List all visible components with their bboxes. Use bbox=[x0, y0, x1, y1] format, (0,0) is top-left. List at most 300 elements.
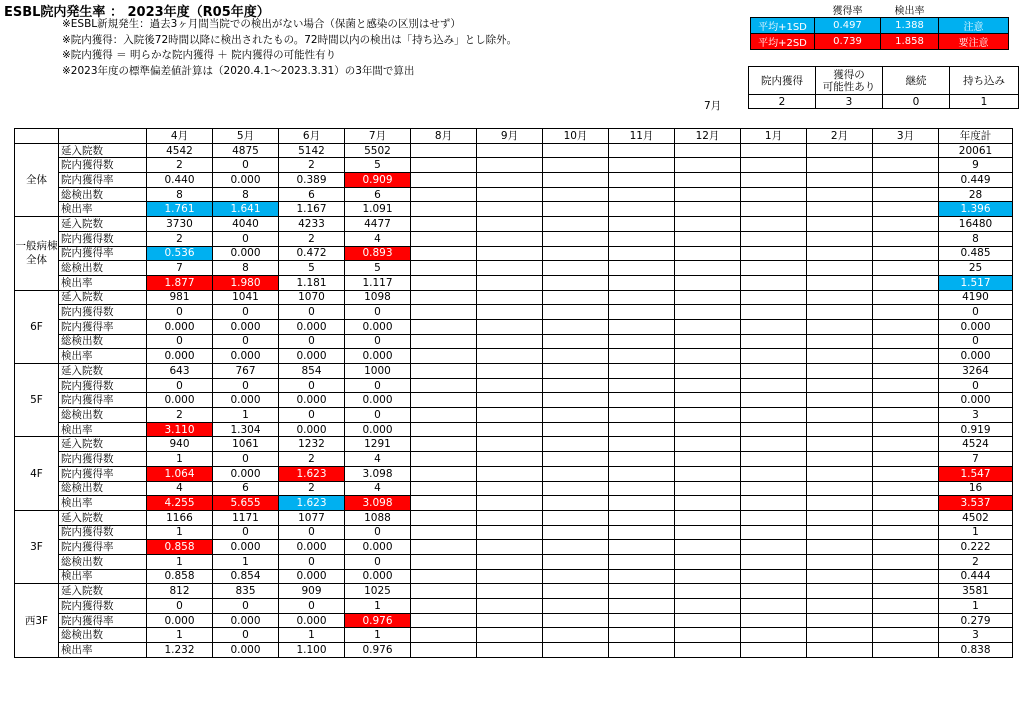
data-cell bbox=[807, 525, 873, 540]
data-cell: 4 bbox=[345, 481, 411, 496]
data-cell bbox=[741, 143, 807, 158]
data-cell bbox=[477, 496, 543, 511]
data-cell bbox=[675, 422, 741, 437]
total-cell: 1.396 bbox=[939, 202, 1013, 217]
data-cell bbox=[543, 496, 609, 511]
data-cell: 3.098 bbox=[345, 496, 411, 511]
data-cell: 0.000 bbox=[279, 569, 345, 584]
data-cell: 5 bbox=[279, 261, 345, 276]
data-cell: 0.000 bbox=[279, 319, 345, 334]
table-row bbox=[15, 393, 1013, 408]
data-cell: 1 bbox=[213, 554, 279, 569]
legend-label: 平均+2SD bbox=[751, 34, 815, 50]
data-cell: 0.000 bbox=[147, 393, 213, 408]
data-cell: 4 bbox=[345, 231, 411, 246]
data-cell bbox=[873, 584, 939, 599]
total-cell: 4524 bbox=[939, 437, 1013, 452]
data-cell bbox=[411, 452, 477, 467]
data-cell: 0 bbox=[213, 231, 279, 246]
data-cell bbox=[411, 173, 477, 188]
data-cell bbox=[741, 584, 807, 599]
data-cell: 8 bbox=[147, 187, 213, 202]
data-cell bbox=[807, 261, 873, 276]
data-cell bbox=[543, 158, 609, 173]
data-cell bbox=[807, 143, 873, 158]
data-cell: 0.909 bbox=[345, 173, 411, 188]
table-row bbox=[15, 158, 1013, 173]
group-label: 一般病棟全体 bbox=[15, 217, 59, 290]
row-label: 検出率 bbox=[59, 349, 147, 364]
data-cell bbox=[675, 643, 741, 658]
data-cell bbox=[477, 217, 543, 232]
data-cell bbox=[873, 217, 939, 232]
legend-acq-value: 0.739 bbox=[815, 34, 881, 50]
data-cell bbox=[741, 173, 807, 188]
data-cell: 1 bbox=[345, 628, 411, 643]
data-cell bbox=[741, 452, 807, 467]
data-cell bbox=[609, 275, 675, 290]
table-row bbox=[15, 202, 1013, 217]
total-cell: 3 bbox=[939, 628, 1013, 643]
data-cell bbox=[543, 452, 609, 467]
data-cell: 1.064 bbox=[147, 466, 213, 481]
data-cell bbox=[543, 554, 609, 569]
data-cell bbox=[741, 275, 807, 290]
data-cell bbox=[411, 378, 477, 393]
data-cell: 1.167 bbox=[279, 202, 345, 217]
data-cell bbox=[477, 613, 543, 628]
legend-acq-value: 0.497 bbox=[815, 18, 881, 34]
data-cell: 0 bbox=[213, 525, 279, 540]
data-cell: 0 bbox=[213, 599, 279, 614]
data-cell bbox=[543, 261, 609, 276]
row-label: 院内獲得率 bbox=[59, 173, 147, 188]
total-cell: 0 bbox=[939, 305, 1013, 320]
legend-header-acq: 獲得率 bbox=[832, 6, 863, 17]
data-cell: 0 bbox=[279, 554, 345, 569]
data-cell: 0 bbox=[345, 554, 411, 569]
legend-row-2sd bbox=[751, 34, 1009, 50]
data-cell bbox=[609, 378, 675, 393]
table-row bbox=[15, 246, 1013, 261]
header-corner bbox=[15, 129, 59, 144]
table-row bbox=[15, 187, 1013, 202]
data-cell bbox=[741, 510, 807, 525]
data-cell bbox=[873, 525, 939, 540]
data-cell bbox=[477, 231, 543, 246]
row-label: 総検出数 bbox=[59, 187, 147, 202]
data-cell bbox=[411, 143, 477, 158]
table-row bbox=[15, 422, 1013, 437]
data-cell bbox=[873, 290, 939, 305]
summary-value: 0 bbox=[883, 95, 950, 109]
data-cell: 5502 bbox=[345, 143, 411, 158]
legend-corner bbox=[939, 2, 1009, 18]
data-cell bbox=[807, 422, 873, 437]
table-row bbox=[15, 466, 1013, 481]
data-cell bbox=[477, 173, 543, 188]
data-cell bbox=[807, 540, 873, 555]
data-cell bbox=[741, 437, 807, 452]
data-cell bbox=[543, 481, 609, 496]
data-cell bbox=[411, 334, 477, 349]
data-cell bbox=[543, 540, 609, 555]
row-label: 院内獲得数 bbox=[59, 378, 147, 393]
data-cell: 7 bbox=[147, 261, 213, 276]
data-cell bbox=[411, 540, 477, 555]
header-corner bbox=[59, 129, 147, 144]
data-cell bbox=[477, 525, 543, 540]
total-cell: 0.838 bbox=[939, 643, 1013, 658]
total-cell: 16 bbox=[939, 481, 1013, 496]
data-cell: 2 bbox=[279, 158, 345, 173]
data-cell bbox=[477, 540, 543, 555]
data-cell bbox=[807, 290, 873, 305]
data-cell bbox=[675, 364, 741, 379]
data-cell bbox=[543, 422, 609, 437]
data-cell bbox=[543, 364, 609, 379]
data-cell bbox=[675, 319, 741, 334]
rate-table bbox=[14, 128, 1013, 658]
data-cell bbox=[873, 246, 939, 261]
data-cell bbox=[543, 187, 609, 202]
data-cell bbox=[477, 187, 543, 202]
table-row bbox=[15, 349, 1013, 364]
data-cell: 0.000 bbox=[213, 349, 279, 364]
data-cell bbox=[675, 584, 741, 599]
data-cell bbox=[741, 334, 807, 349]
total-cell: 16480 bbox=[939, 217, 1013, 232]
row-label: 総検出数 bbox=[59, 261, 147, 276]
data-cell bbox=[411, 599, 477, 614]
data-cell: 0.854 bbox=[213, 569, 279, 584]
total-cell: 0.000 bbox=[939, 393, 1013, 408]
row-label: 院内獲得率 bbox=[59, 540, 147, 555]
data-cell bbox=[873, 554, 939, 569]
month-header: 12月 bbox=[675, 129, 741, 144]
data-cell: 1.117 bbox=[345, 275, 411, 290]
group-label: 6F bbox=[15, 290, 59, 363]
total-cell: 0.919 bbox=[939, 422, 1013, 437]
total-cell: 2 bbox=[939, 554, 1013, 569]
data-cell bbox=[807, 231, 873, 246]
data-cell bbox=[675, 554, 741, 569]
data-cell bbox=[411, 481, 477, 496]
table-row bbox=[15, 364, 1013, 379]
data-cell bbox=[477, 261, 543, 276]
data-cell: 4 bbox=[147, 481, 213, 496]
data-cell bbox=[675, 231, 741, 246]
data-cell bbox=[477, 349, 543, 364]
data-cell: 854 bbox=[279, 364, 345, 379]
data-cell: 767 bbox=[213, 364, 279, 379]
row-label: 院内獲得率 bbox=[59, 613, 147, 628]
month-header: 8月 bbox=[411, 129, 477, 144]
data-cell: 0.000 bbox=[213, 319, 279, 334]
data-cell bbox=[873, 143, 939, 158]
data-cell bbox=[675, 173, 741, 188]
month-header: 3月 bbox=[873, 129, 939, 144]
row-label: 検出率 bbox=[59, 496, 147, 511]
row-label: 院内獲得率 bbox=[59, 466, 147, 481]
data-cell bbox=[807, 496, 873, 511]
data-cell: 0.000 bbox=[279, 393, 345, 408]
total-header: 年度計 bbox=[939, 129, 1013, 144]
row-label: 院内獲得数 bbox=[59, 599, 147, 614]
data-cell: 0.000 bbox=[213, 540, 279, 555]
data-cell: 1171 bbox=[213, 510, 279, 525]
data-cell bbox=[807, 408, 873, 423]
data-cell bbox=[609, 217, 675, 232]
data-cell bbox=[543, 437, 609, 452]
data-cell bbox=[741, 290, 807, 305]
table-row bbox=[15, 510, 1013, 525]
total-cell: 0.279 bbox=[939, 613, 1013, 628]
data-cell: 0.000 bbox=[147, 613, 213, 628]
data-cell bbox=[675, 275, 741, 290]
table-row bbox=[15, 173, 1013, 188]
table-row bbox=[15, 378, 1013, 393]
data-cell bbox=[477, 481, 543, 496]
data-cell bbox=[675, 202, 741, 217]
data-cell bbox=[543, 143, 609, 158]
data-cell: 1 bbox=[147, 525, 213, 540]
data-cell bbox=[807, 378, 873, 393]
data-cell bbox=[543, 613, 609, 628]
data-cell: 0 bbox=[213, 378, 279, 393]
row-label: 検出率 bbox=[59, 643, 147, 658]
data-cell bbox=[411, 275, 477, 290]
data-cell bbox=[807, 202, 873, 217]
data-cell bbox=[675, 628, 741, 643]
data-cell: 1.877 bbox=[147, 275, 213, 290]
data-cell bbox=[477, 554, 543, 569]
table-row bbox=[15, 275, 1013, 290]
data-cell: 1.641 bbox=[213, 202, 279, 217]
data-cell: 0 bbox=[213, 334, 279, 349]
data-cell bbox=[807, 437, 873, 452]
table-row bbox=[15, 261, 1013, 276]
data-cell: 0.000 bbox=[213, 466, 279, 481]
data-cell bbox=[543, 202, 609, 217]
table-row bbox=[15, 305, 1013, 320]
data-cell: 4040 bbox=[213, 217, 279, 232]
data-cell bbox=[609, 452, 675, 467]
data-cell bbox=[543, 246, 609, 261]
data-cell: 1.623 bbox=[279, 496, 345, 511]
data-cell bbox=[675, 334, 741, 349]
data-cell: 0 bbox=[345, 408, 411, 423]
data-cell: 0.000 bbox=[213, 173, 279, 188]
data-cell: 0.858 bbox=[147, 569, 213, 584]
data-cell: 1.181 bbox=[279, 275, 345, 290]
data-cell bbox=[543, 510, 609, 525]
table-row bbox=[15, 334, 1013, 349]
page-title: ESBL院内発生率 ： 2023年度（R05年度） bbox=[4, 5, 270, 20]
data-cell: 1.623 bbox=[279, 466, 345, 481]
data-cell bbox=[609, 525, 675, 540]
row-label: 院内獲得率 bbox=[59, 246, 147, 261]
data-cell: 0.893 bbox=[345, 246, 411, 261]
data-cell: 1.304 bbox=[213, 422, 279, 437]
data-cell bbox=[609, 261, 675, 276]
data-cell: 1070 bbox=[279, 290, 345, 305]
total-cell: 0.000 bbox=[939, 349, 1013, 364]
data-cell: 1 bbox=[213, 408, 279, 423]
summary-header: 持ち込み bbox=[950, 67, 1019, 95]
data-cell bbox=[477, 319, 543, 334]
total-cell: 7 bbox=[939, 452, 1013, 467]
data-cell bbox=[543, 217, 609, 232]
data-cell bbox=[807, 466, 873, 481]
row-label: 検出率 bbox=[59, 275, 147, 290]
row-label: 院内獲得数 bbox=[59, 231, 147, 246]
data-cell: 0 bbox=[345, 525, 411, 540]
data-cell: 1 bbox=[345, 599, 411, 614]
data-cell bbox=[807, 349, 873, 364]
table-row bbox=[15, 613, 1013, 628]
data-cell bbox=[477, 143, 543, 158]
data-cell bbox=[411, 393, 477, 408]
data-cell bbox=[675, 496, 741, 511]
data-cell bbox=[411, 187, 477, 202]
data-cell: 2 bbox=[147, 408, 213, 423]
data-cell: 0.000 bbox=[213, 393, 279, 408]
data-cell bbox=[543, 599, 609, 614]
total-cell: 1.547 bbox=[939, 466, 1013, 481]
total-cell: 0.449 bbox=[939, 173, 1013, 188]
data-cell: 3.098 bbox=[345, 466, 411, 481]
data-cell bbox=[609, 540, 675, 555]
data-cell bbox=[741, 378, 807, 393]
data-cell bbox=[411, 364, 477, 379]
legend-status: 注意 bbox=[939, 18, 1009, 34]
data-cell: 0 bbox=[213, 452, 279, 467]
row-label: 院内獲得数 bbox=[59, 525, 147, 540]
data-cell: 2 bbox=[279, 231, 345, 246]
group-label: 西3F bbox=[15, 584, 59, 657]
data-cell bbox=[477, 246, 543, 261]
data-cell bbox=[411, 158, 477, 173]
data-cell bbox=[609, 437, 675, 452]
data-cell bbox=[543, 643, 609, 658]
table-row bbox=[15, 525, 1013, 540]
data-cell: 0.000 bbox=[279, 540, 345, 555]
legend-header-det: 検出率 bbox=[894, 6, 925, 17]
data-cell bbox=[675, 290, 741, 305]
data-cell: 0 bbox=[345, 334, 411, 349]
data-cell bbox=[741, 525, 807, 540]
data-cell: 0 bbox=[279, 334, 345, 349]
data-cell bbox=[741, 349, 807, 364]
total-cell: 3.537 bbox=[939, 496, 1013, 511]
data-cell: 2 bbox=[147, 231, 213, 246]
data-cell bbox=[807, 599, 873, 614]
legend-label: 平均+1SD bbox=[751, 18, 815, 34]
total-cell: 25 bbox=[939, 261, 1013, 276]
data-cell bbox=[873, 569, 939, 584]
summary-value: 3 bbox=[816, 95, 883, 109]
note-line: ※ESBL新規発生：過去3ヶ月間当院での検出がない場合（保菌と感染の区別はせず） bbox=[62, 18, 461, 30]
data-cell bbox=[807, 187, 873, 202]
group-label: 4F bbox=[15, 437, 59, 510]
row-label: 延入院数 bbox=[59, 143, 147, 158]
data-cell bbox=[807, 173, 873, 188]
data-cell bbox=[873, 275, 939, 290]
data-cell bbox=[477, 202, 543, 217]
table-row bbox=[15, 584, 1013, 599]
data-cell: 0.976 bbox=[345, 643, 411, 658]
table-row bbox=[15, 217, 1013, 232]
data-cell bbox=[411, 584, 477, 599]
data-cell bbox=[609, 187, 675, 202]
summary-header: 獲得の 可能性あり bbox=[816, 67, 883, 95]
group-label: 5F bbox=[15, 364, 59, 437]
month-header: 9月 bbox=[477, 129, 543, 144]
data-cell bbox=[675, 466, 741, 481]
data-cell: 0 bbox=[213, 628, 279, 643]
table-row bbox=[15, 231, 1013, 246]
data-cell bbox=[741, 393, 807, 408]
data-cell bbox=[411, 246, 477, 261]
data-cell bbox=[675, 143, 741, 158]
data-cell bbox=[609, 319, 675, 334]
month-header: 7月 bbox=[345, 129, 411, 144]
total-cell: 3264 bbox=[939, 364, 1013, 379]
data-cell bbox=[741, 231, 807, 246]
data-cell bbox=[873, 334, 939, 349]
data-cell bbox=[741, 217, 807, 232]
data-cell bbox=[411, 422, 477, 437]
summary-table bbox=[748, 66, 1019, 109]
data-cell: 0 bbox=[147, 305, 213, 320]
data-cell bbox=[477, 422, 543, 437]
month-header: 4月 bbox=[147, 129, 213, 144]
data-cell bbox=[873, 540, 939, 555]
data-cell bbox=[873, 187, 939, 202]
total-cell: 8 bbox=[939, 231, 1013, 246]
group-label: 全体 bbox=[15, 143, 59, 216]
data-cell bbox=[873, 231, 939, 246]
data-cell bbox=[543, 378, 609, 393]
data-cell bbox=[411, 613, 477, 628]
data-cell: 3.110 bbox=[147, 422, 213, 437]
data-cell: 1232 bbox=[279, 437, 345, 452]
data-cell bbox=[609, 554, 675, 569]
row-label: 院内獲得数 bbox=[59, 158, 147, 173]
data-cell: 0 bbox=[213, 158, 279, 173]
row-label: 総検出数 bbox=[59, 554, 147, 569]
data-cell: 8 bbox=[213, 261, 279, 276]
data-cell bbox=[411, 643, 477, 658]
month-header: 2月 bbox=[807, 129, 873, 144]
data-cell bbox=[411, 554, 477, 569]
data-cell: 4.255 bbox=[147, 496, 213, 511]
data-cell bbox=[741, 408, 807, 423]
data-cell bbox=[873, 452, 939, 467]
data-cell bbox=[411, 261, 477, 276]
data-cell bbox=[477, 364, 543, 379]
data-cell bbox=[675, 525, 741, 540]
row-label: 延入院数 bbox=[59, 510, 147, 525]
group-label: 3F bbox=[15, 510, 59, 583]
data-cell: 0.000 bbox=[213, 613, 279, 628]
data-cell bbox=[675, 393, 741, 408]
data-cell bbox=[477, 452, 543, 467]
data-cell bbox=[675, 408, 741, 423]
data-cell bbox=[873, 393, 939, 408]
data-cell bbox=[807, 305, 873, 320]
